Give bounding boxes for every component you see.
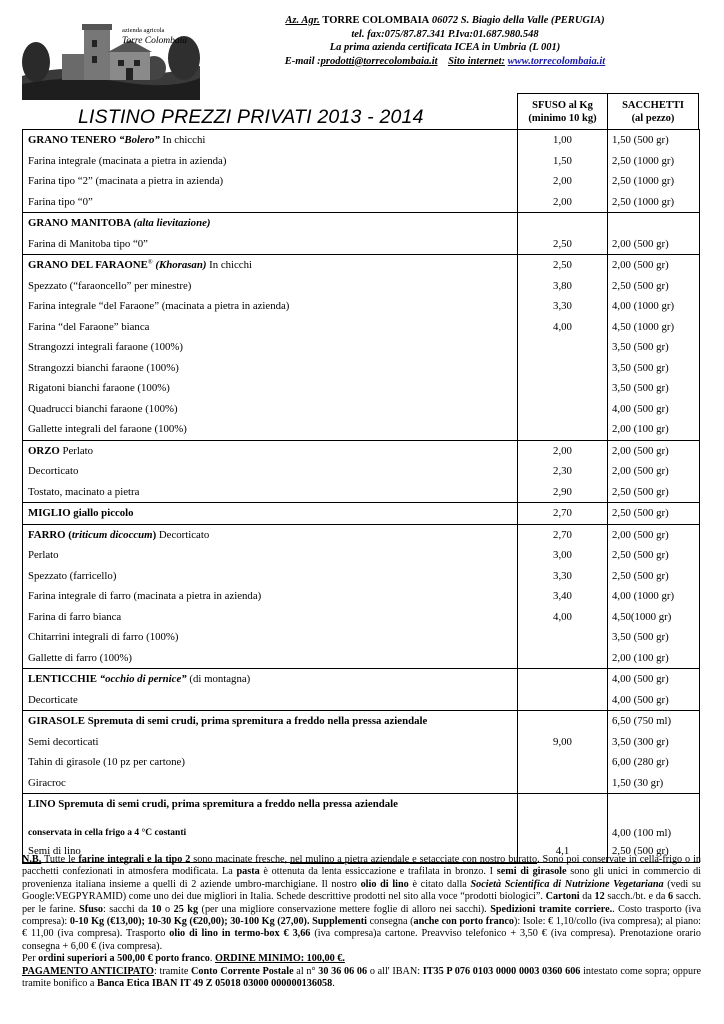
- table-row: [23, 732, 700, 753]
- price-sacchetti: 4,00 (1000 gr): [608, 586, 700, 607]
- product-name: Farina tipo “2” (macinata a pietra in azienda): [23, 171, 518, 192]
- sacchetti-header-line1: SACCHETTI: [622, 99, 684, 111]
- product-name: GIRASOLE Spremuta di semi crudi, prima spremitura a freddo nella pressa aziendale: [23, 711, 518, 732]
- product-name: LENTICCHIE “occhio di pernice” (di montagna): [23, 669, 518, 690]
- price-sacchetti: 2,50 (500 gr): [608, 545, 700, 566]
- price-sfuso: 3,00: [518, 545, 608, 566]
- table-row: [23, 171, 700, 192]
- price-sfuso: 4,00: [518, 607, 608, 628]
- table-row: [23, 337, 700, 358]
- product-name: Decorticato: [23, 461, 518, 482]
- header-prefix: Az. Agr.: [285, 15, 320, 26]
- product-name: LINO Spremuta di semi crudi, prima spremitura a freddo nella pressa aziendale: [23, 794, 518, 826]
- product-name: Farina integrale (macinata a pietra in azienda): [23, 151, 518, 172]
- product-name: GRANO TENERO “Bolero” In chicchi: [23, 130, 518, 151]
- table-row: [23, 440, 700, 461]
- table-row: [23, 461, 700, 482]
- price-sacchetti: 2,00 (500 gr): [608, 234, 700, 255]
- price-sacchetti: 3,50 (500 gr): [608, 627, 700, 648]
- table-row: [23, 130, 700, 151]
- price-sfuso: [518, 337, 608, 358]
- price-sfuso: [518, 794, 608, 826]
- product-name: GRANO MANITOBA (alta lievitazione): [23, 213, 518, 234]
- email-label: E-mail :: [284, 55, 321, 67]
- sfuso-header-line1: SFUSO al Kg: [532, 99, 593, 111]
- price-sacchetti: 4,50(1000 gr): [608, 607, 700, 628]
- product-name: Giracroc: [23, 773, 518, 794]
- product-name: MIGLIO giallo piccolo: [23, 503, 518, 525]
- table-row: [23, 482, 700, 503]
- table-row: [23, 566, 700, 587]
- price-sfuso: 4,00: [518, 317, 608, 338]
- price-sfuso: 2,70: [518, 524, 608, 545]
- header-line3: La prima azienda certificata ICEA in Umbria (L 001): [329, 42, 561, 53]
- header-line1: [205, 14, 685, 28]
- table-row: [23, 419, 700, 440]
- product-name: Semi decorticati: [23, 732, 518, 753]
- price-sacchetti: 2,50 (1000 gr): [608, 192, 700, 213]
- table-row: [23, 825, 700, 841]
- logo-line1: azienda agricola: [122, 27, 165, 34]
- price-sacchetti: 6,00 (280 gr): [608, 752, 700, 773]
- sacchetti-header-line2: (al pezzo): [631, 112, 675, 124]
- table-row: [23, 773, 700, 794]
- table-row: [23, 669, 700, 690]
- product-name: Farina integrale di farro (macinata a pietra in azienda): [23, 586, 518, 607]
- product-name: Strangozzi bianchi faraone (100%): [23, 358, 518, 379]
- price-sfuso: [518, 669, 608, 690]
- price-sfuso: [518, 378, 608, 399]
- notes-paragraph-order: Per ordini superiori a 500,00 € porto franco. ORDINE MINIMO: 100,00 €.: [22, 953, 345, 965]
- price-sfuso: 2,50: [518, 234, 608, 255]
- product-name: Rigatoni bianchi faraone (100%): [23, 378, 518, 399]
- table-row: [23, 296, 700, 317]
- product-name: Strangozzi integrali faraone (100%): [23, 337, 518, 358]
- sfuso-header-line2: (minimo 10 kg): [528, 112, 597, 124]
- price-sfuso: 2,00: [518, 192, 608, 213]
- price-sacchetti: 2,50 (1000 gr): [608, 151, 700, 172]
- table-row: [23, 151, 700, 172]
- product-name: GRANO DEL FARAONE® (Khorasan) In chicchi: [23, 255, 518, 276]
- price-sfuso: 2,00: [518, 171, 608, 192]
- table-row: [23, 399, 700, 420]
- price-sacchetti: 2,00 (500 gr): [608, 461, 700, 482]
- notes-paragraph-payment: PAGAMENTO ANTICIPATO: tramite Conto Corrente Postale al n° 30 36 06 06 o all' IBAN: IT35 P 076 0103 0000 0003 0360 606 intestato come sopra; oppure tramite bonifico a Banca Etica IBAN IT 49 Z 05018 03000 000000136058.: [22, 965, 701, 990]
- price-sfuso: 2,90: [518, 482, 608, 503]
- price-sfuso: 9,00: [518, 732, 608, 753]
- table-row: [23, 524, 700, 545]
- price-sfuso: 2,30: [518, 461, 608, 482]
- price-sfuso: 3,30: [518, 296, 608, 317]
- price-sacchetti: 4,00 (500 gr): [608, 669, 700, 690]
- product-name: Quadrucci bianchi faraone (100%): [23, 399, 518, 420]
- price-sacchetti: 2,50 (500 gr): [608, 503, 700, 525]
- product-name: Farina tipo “0”: [23, 192, 518, 213]
- company-header: [205, 14, 685, 68]
- notes-section: [22, 854, 701, 990]
- table-row: [23, 545, 700, 566]
- website-link[interactable]: www.torrecolombaia.it: [507, 55, 606, 67]
- notes-paragraph-info: N.B. Tutte le farine integrali e la tipo 2 sono macinate fresche, nel mulino a pietra aziendale e setacciate con nostro buratto. Sono poi conservate in cella-frigo o in pacchetti confezionati in atmosfera modificata. La pasta è ottenuta da lenta essiccazione e trafilata in bronzo. I semi di girasole sono gli unici in commercio di provenienza italiana insieme a quelli di 2 aziende umbro-marchigiane. Il nostro olio di lino è citato dalla Società Scientifica di Nutrizione Vegetariana (vedi su Google:VEGPYRAMID) come uno dei due migliori in Italia. Schede descrittive prodotti nel sito alla voce “prodotti biologici”. Cartoni da 12 sacch./bt. e da 6 sacch. per le farine. Sfuso: sacchi da 10 o 25 kg (per una migliore conservazione mettere foglie di alloro nei sacchi). Spedizioni tramite corriere.. Costo trasporto (iva compresa): 0-10 Kg (€13,00); 10-30 Kg (€20,00); 30-100 Kg (27,00). Supplementi consegna (anche con porto franco): Isole: € 1,10/collo (iva compresa); al piano: € 11,00 (iva compresa). Trasporto olio di lino in termo-box € 3,66 (iva compresa)a cartone. Preavviso telefonico + 3,50 € (iva compresa). Prenotazione orario consegna + 6,00 € (iva compresa).: [22, 854, 702, 952]
- product-name: Perlato: [23, 545, 518, 566]
- price-sfuso: [518, 773, 608, 794]
- product-name: Gallette di farro (100%): [23, 648, 518, 669]
- header-address: 06072 S. Biagio della Valle (PERUGIA): [431, 15, 605, 26]
- logo-line2: Torre Colombaia: [122, 36, 188, 46]
- table-row: [23, 627, 700, 648]
- price-sacchetti: 3,50 (500 gr): [608, 337, 700, 358]
- table-row: [23, 794, 700, 826]
- header-company-name: TORRE COLOMBAIA: [322, 15, 430, 26]
- price-table: [22, 129, 700, 863]
- column-header-sfuso: [517, 93, 608, 129]
- price-sacchetti: 4,00 (1000 gr): [608, 296, 700, 317]
- product-name: Tostato, macinato a pietra: [23, 482, 518, 503]
- product-name: Tahin di girasole (10 pz per cartone): [23, 752, 518, 773]
- price-sacchetti: 2,00 (500 gr): [608, 524, 700, 545]
- price-sacchetti: 3,50 (500 gr): [608, 358, 700, 379]
- price-sacchetti: 2,50 (500 gr): [608, 566, 700, 587]
- price-sacchetti: 6,50 (750 ml): [608, 711, 700, 732]
- price-sacchetti: 4,50 (1000 gr): [608, 317, 700, 338]
- price-sfuso: [518, 627, 608, 648]
- price-sacchetti: 2,00 (500 gr): [608, 440, 700, 461]
- price-sacchetti: 4,00 (100 ml): [608, 825, 700, 841]
- price-sacchetti: 2,00 (100 gr): [608, 648, 700, 669]
- price-sfuso: [518, 690, 608, 711]
- table-row: [23, 586, 700, 607]
- product-name: Farina integrale “del Faraone” (macinata a pietra in azienda): [23, 296, 518, 317]
- table-row: [23, 255, 700, 276]
- price-sfuso: 3,80: [518, 276, 608, 297]
- product-name: conservata in cella frigo a 4 °C costanti: [23, 825, 518, 841]
- email-link[interactable]: prodotti@torrecolombaia.it: [320, 55, 438, 67]
- product-name: Chitarrini integrali di farro (100%): [23, 627, 518, 648]
- price-table-body: [23, 130, 700, 863]
- product-name: Farina di Manitoba tipo “0”: [23, 234, 518, 255]
- table-row: [23, 358, 700, 379]
- table-row: [23, 317, 700, 338]
- product-name: Gallette integrali del faraone (100%): [23, 419, 518, 440]
- product-name: Spezzato (farricello): [23, 566, 518, 587]
- table-row: [23, 192, 700, 213]
- header-line4: [205, 55, 685, 69]
- price-sfuso: 1,00: [518, 130, 608, 151]
- price-sacchetti: 4,00 (500 gr): [608, 690, 700, 711]
- price-sacchetti: 3,50 (300 gr): [608, 732, 700, 753]
- product-name: FARRO (triticum dicoccum) Decorticato: [23, 524, 518, 545]
- table-row: [23, 378, 700, 399]
- product-name: Farina “del Faraone” bianca: [23, 317, 518, 338]
- header-line2: tel. fax:075/87.87.341 P.Iva:01.687.980.548: [351, 28, 539, 40]
- price-sfuso: [518, 399, 608, 420]
- price-sfuso: 1,50: [518, 151, 608, 172]
- price-sacchetti: [608, 794, 700, 826]
- price-sfuso: [518, 711, 608, 732]
- site-label: Sito internet:: [448, 55, 505, 67]
- price-sacchetti: 2,50 (500 gr): [608, 841, 700, 862]
- product-name: Farina di farro bianca: [23, 607, 518, 628]
- table-row: [23, 711, 700, 732]
- table-row: [23, 648, 700, 669]
- price-list-title: LISTINO PREZZI PRIVATI 2013 - 2014: [78, 106, 424, 128]
- price-sfuso: [518, 419, 608, 440]
- product-name: Semi di lino: [23, 841, 518, 862]
- table-row: [23, 690, 700, 711]
- price-sfuso: 4,1: [518, 841, 608, 862]
- price-sacchetti: [608, 213, 700, 234]
- table-row: [23, 213, 700, 234]
- price-sfuso: [518, 825, 608, 841]
- price-sfuso: [518, 213, 608, 234]
- column-header-sacchetti: [607, 93, 699, 129]
- product-name: Decorticate: [23, 690, 518, 711]
- price-sacchetti: 1,50 (30 gr): [608, 773, 700, 794]
- table-row: [23, 276, 700, 297]
- price-sacchetti: 2,50 (1000 gr): [608, 171, 700, 192]
- table-row: [23, 752, 700, 773]
- price-sfuso: [518, 648, 608, 669]
- torre-colombaia-logo: [22, 14, 200, 100]
- price-sacchetti: 2,50 (500 gr): [608, 482, 700, 503]
- price-sfuso: [518, 752, 608, 773]
- price-sfuso: 2,70: [518, 503, 608, 525]
- table-row: [23, 607, 700, 628]
- price-sacchetti: 3,50 (500 gr): [608, 378, 700, 399]
- price-sacchetti: 4,00 (500 gr): [608, 399, 700, 420]
- price-sfuso: [518, 358, 608, 379]
- price-sfuso: 2,50: [518, 255, 608, 276]
- price-sfuso: 3,30: [518, 566, 608, 587]
- price-sacchetti: 1,50 (500 gr): [608, 130, 700, 151]
- product-name: Spezzato (“faraoncello” per minestre): [23, 276, 518, 297]
- price-sacchetti: 2,00 (100 gr): [608, 419, 700, 440]
- product-name: ORZO Perlato: [23, 440, 518, 461]
- table-row: [23, 503, 700, 525]
- price-sfuso: 2,00: [518, 440, 608, 461]
- price-sacchetti: 2,50 (500 gr): [608, 276, 700, 297]
- price-sacchetti: 2,00 (500 gr): [608, 255, 700, 276]
- table-row: [23, 234, 700, 255]
- price-sfuso: 3,40: [518, 586, 608, 607]
